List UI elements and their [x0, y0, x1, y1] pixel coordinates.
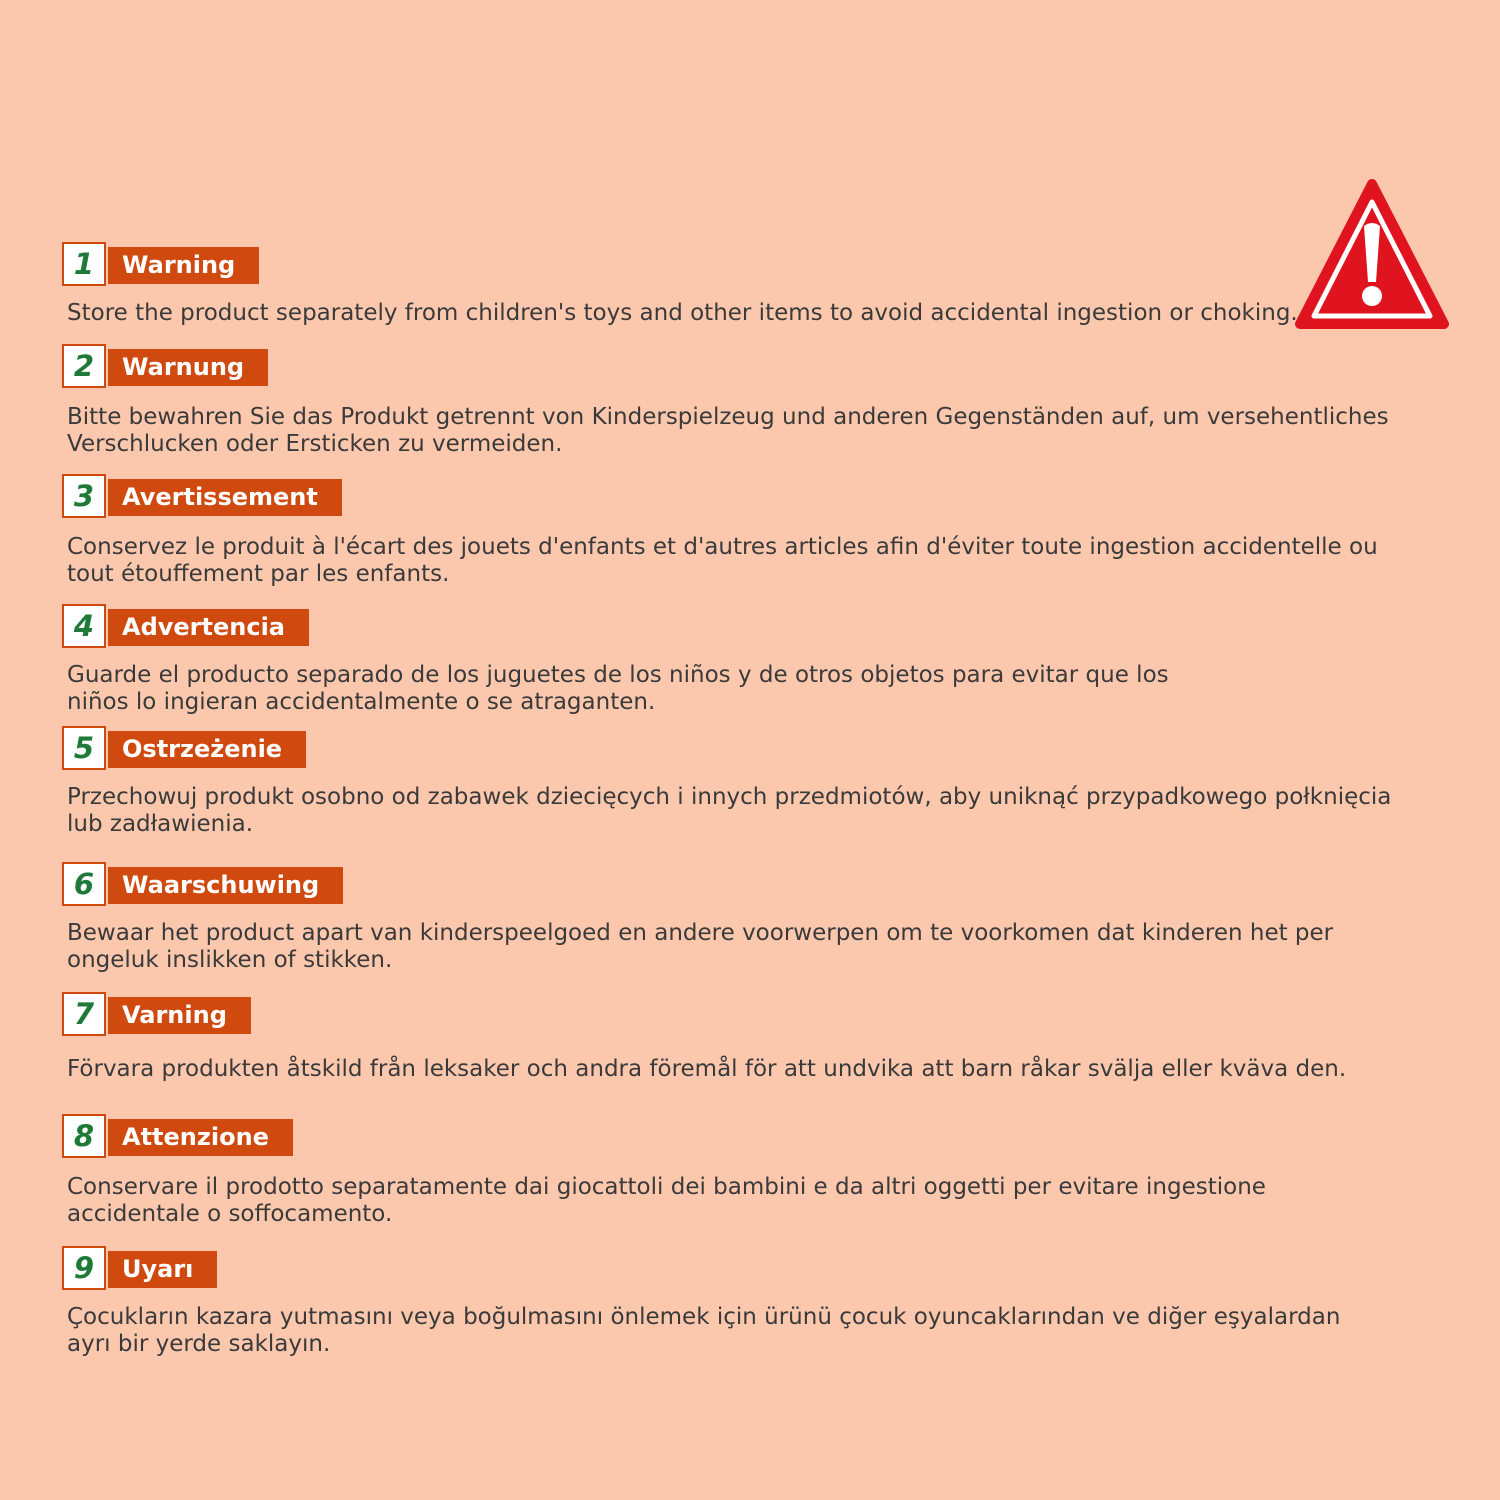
section-text: Guarde el producto separado de los juguetes de los niños y de otros objetos para evitar que los niños lo ingieran accidentalmente o se atraganten.	[67, 662, 1169, 715]
section-number: 5	[62, 726, 106, 770]
section-title: Waarschuwing	[108, 867, 343, 904]
section-header	[62, 726, 1391, 770]
section-header	[62, 242, 1298, 286]
section-number: 7	[62, 992, 106, 1036]
section-title: Avertissement	[108, 479, 342, 516]
section-header	[62, 1246, 1340, 1290]
section-text: Conservez le produit à l'écart des jouets d'enfants et d'autres articles afin d'éviter toute ingestion accidentelle ou tout étouffement par les enfants.	[67, 534, 1378, 587]
section-number: 1	[62, 242, 106, 286]
section-number: 3	[62, 474, 106, 518]
section-title: Ostrzeżenie	[108, 731, 306, 768]
section-number: 2	[62, 344, 106, 388]
section-title: Varning	[108, 997, 251, 1034]
section-header	[62, 344, 1389, 388]
section-header	[62, 1114, 1266, 1158]
section-header	[62, 604, 1169, 648]
section-text: Bewaar het product apart van kinderspeelgoed en andere voorwerpen om te voorkomen dat kinderen het per ongeluk inslikken of stikken.	[67, 920, 1334, 973]
warning-section-4	[62, 604, 1169, 716]
section-title: Warning	[108, 247, 259, 284]
section-header	[62, 474, 1378, 518]
warning-section-3	[62, 474, 1378, 588]
section-text: Bitte bewahren Sie das Produkt getrennt von Kinderspielzeug und anderen Gegenständen auf, um versehentliches Verschlucken oder Ersticken zu vermeiden.	[67, 404, 1389, 457]
warning-section-6	[62, 862, 1333, 974]
section-number: 6	[62, 862, 106, 906]
section-number: 8	[62, 1114, 106, 1158]
section-text: Store the product separately from children's toys and other items to avoid accidental ingestion or choking.	[67, 300, 1298, 326]
warning-section-7	[62, 992, 1346, 1083]
warning-section-5	[62, 726, 1391, 838]
section-number: 4	[62, 604, 106, 648]
warning-section-2	[62, 344, 1389, 458]
section-title: Uyarı	[108, 1251, 217, 1288]
section-title: Warnung	[108, 349, 268, 386]
section-header	[62, 862, 1333, 906]
warning-section-8	[62, 1114, 1266, 1228]
section-text: Conservare il prodotto separatamente dai giocattoli dei bambini e da altri oggetti per evitare ingestione accidentale o soffocamento.	[67, 1174, 1266, 1227]
section-text: Förvara produkten åtskild från leksaker och andra föremål för att undvika att barn råkar svälja eller kväva den.	[67, 1056, 1347, 1082]
warning-section-1	[62, 242, 1298, 327]
section-number: 9	[62, 1246, 106, 1290]
warning-section-9	[62, 1246, 1340, 1358]
section-title: Attenzione	[108, 1119, 293, 1156]
section-header	[62, 992, 1346, 1036]
section-text: Çocukların kazara yutmasını veya boğulmasını önlemek için ürünü çocuk oyuncaklarından ve diğer eşyalardan ayrı bir yerde saklayın.	[67, 1304, 1341, 1357]
section-title: Advertencia	[108, 609, 309, 646]
warning-triangle-icon	[1294, 178, 1450, 331]
section-text: Przechowuj produkt osobno od zabawek dziecięcych i innych przedmiotów, aby uniknąć przypadkowego połknięcia lub zadławienia.	[67, 784, 1392, 837]
